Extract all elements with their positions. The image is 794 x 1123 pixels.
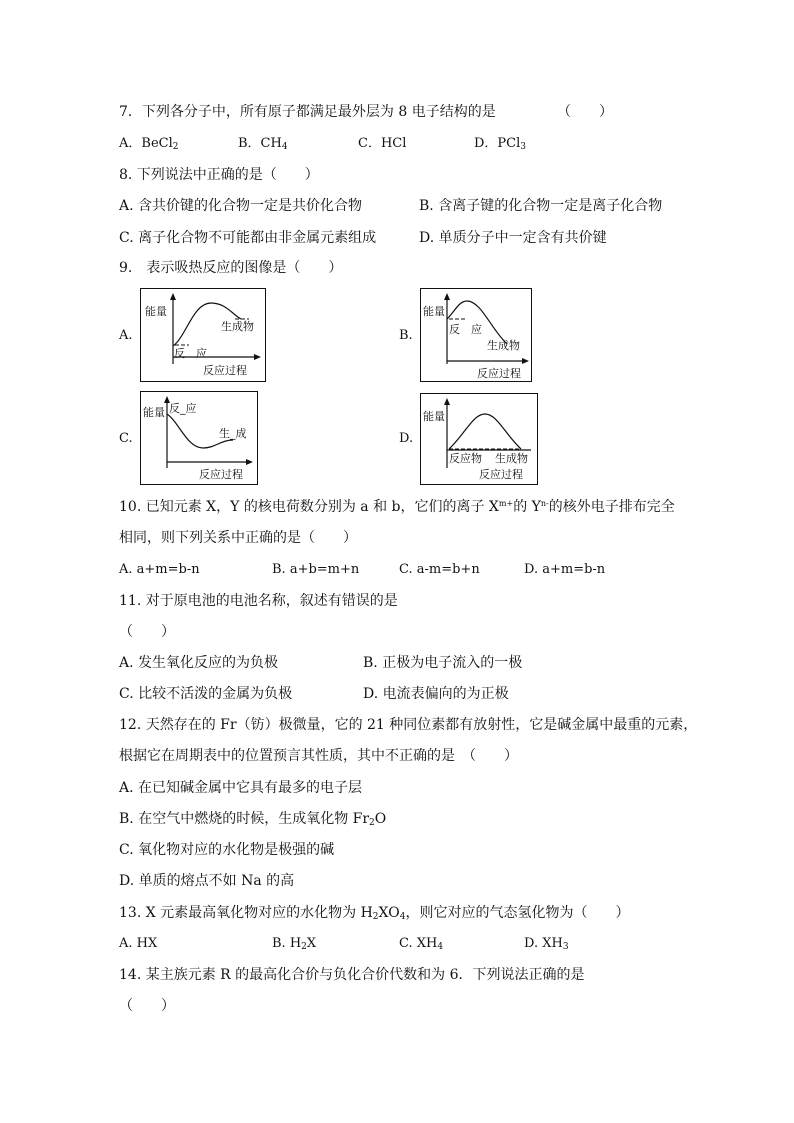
q7-option-b: B．$CH_4$: [238, 136, 288, 152]
q8-option-b: B. 含离子键的化合物一定是离子化合物: [419, 198, 663, 214]
q9-d-reactant: 反应物: [449, 452, 482, 465]
q12-option-d: D. 单质的熔点不如 Na 的高: [119, 873, 295, 889]
q13-option-c: C. $XH_4$: [399, 936, 444, 952]
q11-paren: （ ）: [119, 624, 175, 640]
q11-option-c: C. 比较不活泼的金属为负极: [119, 686, 293, 702]
q7-option-d: D．PCl$_3$: [474, 136, 527, 152]
q11-option-a: A. 发生氧化反应的为负极: [119, 655, 279, 671]
q9-c-reactant: 反_应: [169, 402, 197, 415]
q9-diagram-d: [420, 393, 538, 485]
q9-diagram-b-svg: [421, 289, 531, 381]
q7-paren: （ ）: [557, 104, 613, 120]
q9-b-reactant: 反 应: [449, 323, 482, 336]
q13-option-b: B. $H_2X$: [272, 936, 317, 952]
q10-option-d: D. a+m=b-n: [524, 562, 606, 577]
q9-diagram-d-svg: [421, 394, 537, 484]
q13-option-a: A. HX: [119, 936, 158, 951]
q7-stem-text: 7．下列各分子中，所有原子都满足最外层为 8 电子结构的是: [119, 104, 496, 120]
q8-option-a: A. 含共价键的化合物一定是共价化合物: [119, 198, 363, 214]
q10-stem-line2: 相同，则下列关系中正确的是（ ）: [119, 530, 357, 546]
q9-a-product: 生成物: [221, 320, 254, 333]
q9-diagram-a: [140, 288, 266, 382]
q7-stem: [119, 103, 496, 121]
q11-option-d: D. 电流表偏向的为正极: [363, 686, 509, 702]
q9-diagram-c-svg: [141, 392, 257, 484]
q9-a-xlabel: 反应过程: [203, 364, 247, 377]
q9-c-xlabel: 反应过程: [199, 468, 243, 481]
q9-b-product: 生成物: [487, 339, 520, 352]
q13-stem: 13. X 元素最高氧化物对应的水化物为 $H_2XO_4$，则它对应的气态氢化物为（ ）: [119, 905, 630, 922]
q9-diagram-b: [420, 288, 532, 382]
q9-d-product: 生成物: [495, 452, 528, 465]
q12-option-a: A. 在已知碱金属中它具有最多的电子层: [119, 780, 363, 796]
q10-option-a: A. a+m=b-n: [119, 562, 200, 577]
q11-option-b: B. 正极为电子流入的一极: [363, 655, 523, 671]
q7-option-c: C．HCl: [358, 136, 407, 151]
q10-stem-line1: 10. 已知元素 X，Y 的核电荷数分别为 a 和 b，它们的离子 $X^{m+}$的 $Y^{n-}$的核外电子排布完全: [119, 499, 675, 515]
q9-label-b: B.: [399, 328, 413, 343]
q9-c-product: 生_成: [219, 427, 247, 440]
q9-diagram-a-svg: [141, 289, 265, 381]
q12-option-c: C. 氧化物对应的水化物是极强的碱: [119, 842, 335, 858]
q10-option-b: B. a+b=m+n: [272, 562, 360, 577]
q9-label-d: D.: [399, 431, 414, 446]
q9-b-ylabel: 能量: [423, 305, 445, 318]
q9-c-ylabel: 能量: [143, 406, 165, 419]
q9-d-xlabel: 反应过程: [479, 468, 523, 481]
q11-stem: 11. 对于原电池的电池名称，叙述有错误的是: [119, 593, 398, 609]
q9-b-xlabel: 反应过程: [477, 367, 521, 380]
q14-paren: （ ）: [119, 998, 175, 1014]
q13-option-d: D. $XH_3$: [524, 936, 569, 952]
q9-d-ylabel: 能量: [423, 410, 445, 423]
q8-option-c: C. 离子化合物不可能都由非金属元素组成: [119, 230, 377, 246]
q9-a-reactant: 反 应: [174, 347, 207, 360]
q10-option-c: C. a-m=b+n: [399, 562, 480, 577]
q9-stem: 9. 表示吸热反应的图像是（ ）: [119, 260, 343, 276]
q14-stem: 14. 某主族元素 R 的最高化合价与负化合价代数和为 6．下列说法正确的是: [119, 967, 585, 983]
q8-option-d: D. 单质分子中一定含有共价键: [419, 230, 607, 246]
q12-stem-line1: 12. 天然存在的 Fr（钫）极微量，它的 21 种同位素都有放射性，它是碱金属中最重的元素，: [119, 717, 698, 733]
q9-label-c: C.: [119, 431, 133, 446]
q12-stem-line2: 根据它在周期表中的位置预言其性质，其中不正确的是 （ ）: [119, 748, 518, 764]
q9-label-a: A.: [119, 328, 133, 343]
q9-a-ylabel: 能量: [145, 305, 167, 318]
q7-option-a: A．BeCl$_2$: [119, 136, 179, 152]
q12-option-b: B. 在空气中燃烧的时候，生成氧化物 $Fr_2O$: [119, 811, 387, 828]
q8-stem: 8. 下列说法中正确的是（ ）: [119, 167, 319, 183]
q9-diagram-c: [140, 391, 258, 485]
